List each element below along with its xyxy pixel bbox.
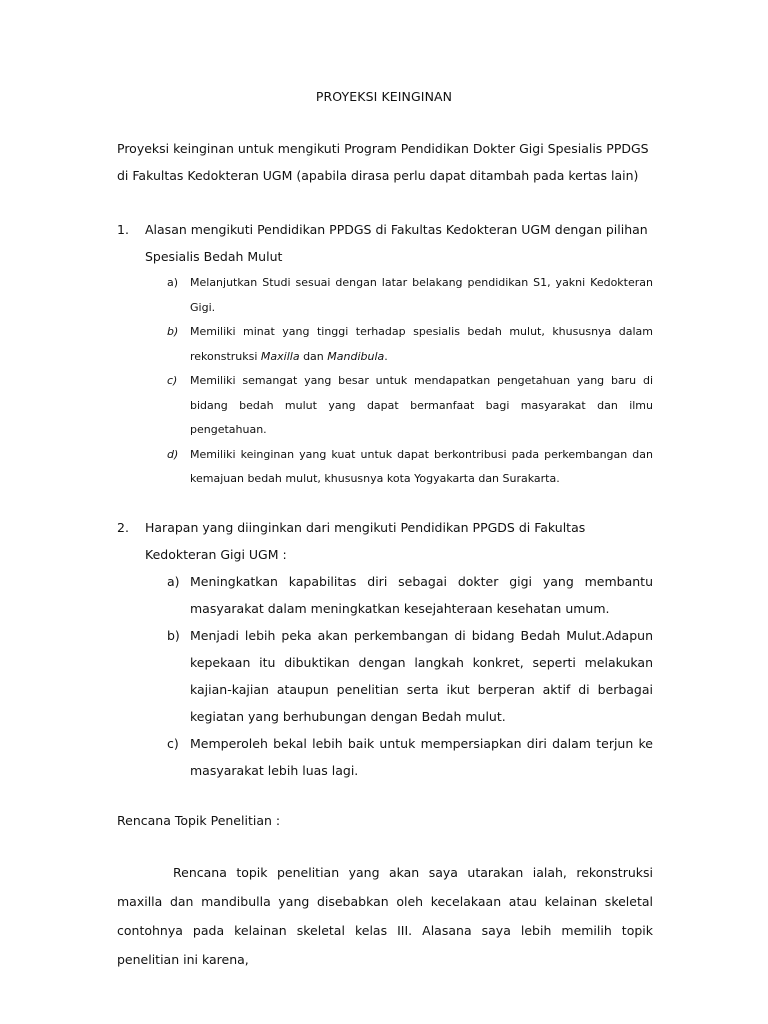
- list-item: [117, 320, 653, 369]
- list-item: [117, 369, 653, 443]
- list-item-text: Meningkatkan kapabilitas diri sebagai dokter gigi yang membantu masyarakat dalam meningkatkan kesejahteraan kesehatan umum.: [190, 574, 653, 616]
- list-marker: b): [167, 628, 180, 643]
- list-item: [117, 443, 653, 492]
- section-expectations: [117, 514, 653, 784]
- list-item-text-mid: dan: [299, 349, 328, 363]
- intro-text: Proyeksi keinginan untuk mengikuti Program Pendidikan Dokter Gigi Spesialis PPDGS di Fakultas Kedokteran UGM (apabila dirasa perlu dapat ditambah pada kertas lain): [117, 141, 649, 183]
- section-heading-text: Harapan yang diinginkan dari mengikuti Pendidikan PPGDS di Fakultas Kedokteran Gigi UGM :: [145, 520, 586, 562]
- list-item-text: Melanjutkan Studi sesuai dengan latar belakang pendidikan S1, yakni Kedokteran Gigi.: [190, 276, 653, 314]
- list-item: [117, 568, 653, 622]
- list-marker: a): [167, 574, 180, 589]
- list-marker: b): [167, 325, 179, 338]
- term-mandibula: Mandibula: [327, 349, 385, 363]
- list-marker: c): [167, 736, 179, 751]
- list-marker: d): [167, 447, 179, 461]
- section-reasons-heading: [117, 216, 653, 270]
- document-title: PROYEKSI KEINGINAN: [315, 89, 453, 104]
- research-paragraph: Rencana topik penelitian yang akan saya utarakan ialah, rekonstruksi maxilla dan mandibulla yang disebabkan oleh kecelakaan atau kelainan skeletal contohnya pada kelainan skeletal kelas III. Alasana saya lebih memilih topik penelitian ini karena,: [117, 865, 653, 967]
- section-number: 2.: [117, 520, 129, 535]
- section-expectations-heading: [117, 514, 653, 568]
- list-item: [117, 622, 653, 730]
- list-item-text: Memperoleh bekal lebih baik untuk mempersiapkan diri dalam terjun ke masyarakat lebih luas lagi.: [190, 736, 653, 778]
- research-heading: Rencana Topik Penelitian :: [117, 813, 281, 828]
- list-marker: c): [167, 374, 178, 387]
- section-reasons: [117, 216, 653, 492]
- list-item: [117, 271, 653, 320]
- intro-paragraph: [117, 135, 653, 189]
- list-item-text: Memiliki minat yang tinggi terhadap spesialis bedah mulut, khususnya dalam rekonstruksi: [190, 325, 653, 363]
- list-marker: a): [167, 276, 179, 289]
- section-number: 1.: [117, 222, 129, 237]
- list-item-text: Menjadi lebih peka akan perkembangan di bidang Bedah Mulut.Adapun kepekaan itu dibuktikan dengan langkah konkret, seperti melakukan kajian-kajian ataupun penelitian serta ikut berperan aktif di berbagai kegiatan yang berhubungan dengan Bedah mulut.: [190, 628, 653, 724]
- list-item-text: Memiliki semangat yang besar untuk mendapatkan pengetahuan yang baru di bidang bedah mulut yang dapat bermanfaat bagi masyarakat dan ilmu pengetahuan.: [190, 374, 653, 436]
- list-item-text: Memiliki keinginan yang kuat untuk dapat berkontribusi pada perkembangan dan kemajuan bedah mulut, khususnya kota Yogyakarta dan Surakarta.: [190, 447, 653, 485]
- term-maxilla: Maxilla: [260, 349, 300, 363]
- list-item-text-end: .: [384, 349, 388, 363]
- list-item: [117, 730, 653, 784]
- section-heading-text: Alasan mengikuti Pendidikan PPDGS di Fakultas Kedokteran UGM dengan pilihan Spesialis Bedah Mulut: [145, 222, 648, 264]
